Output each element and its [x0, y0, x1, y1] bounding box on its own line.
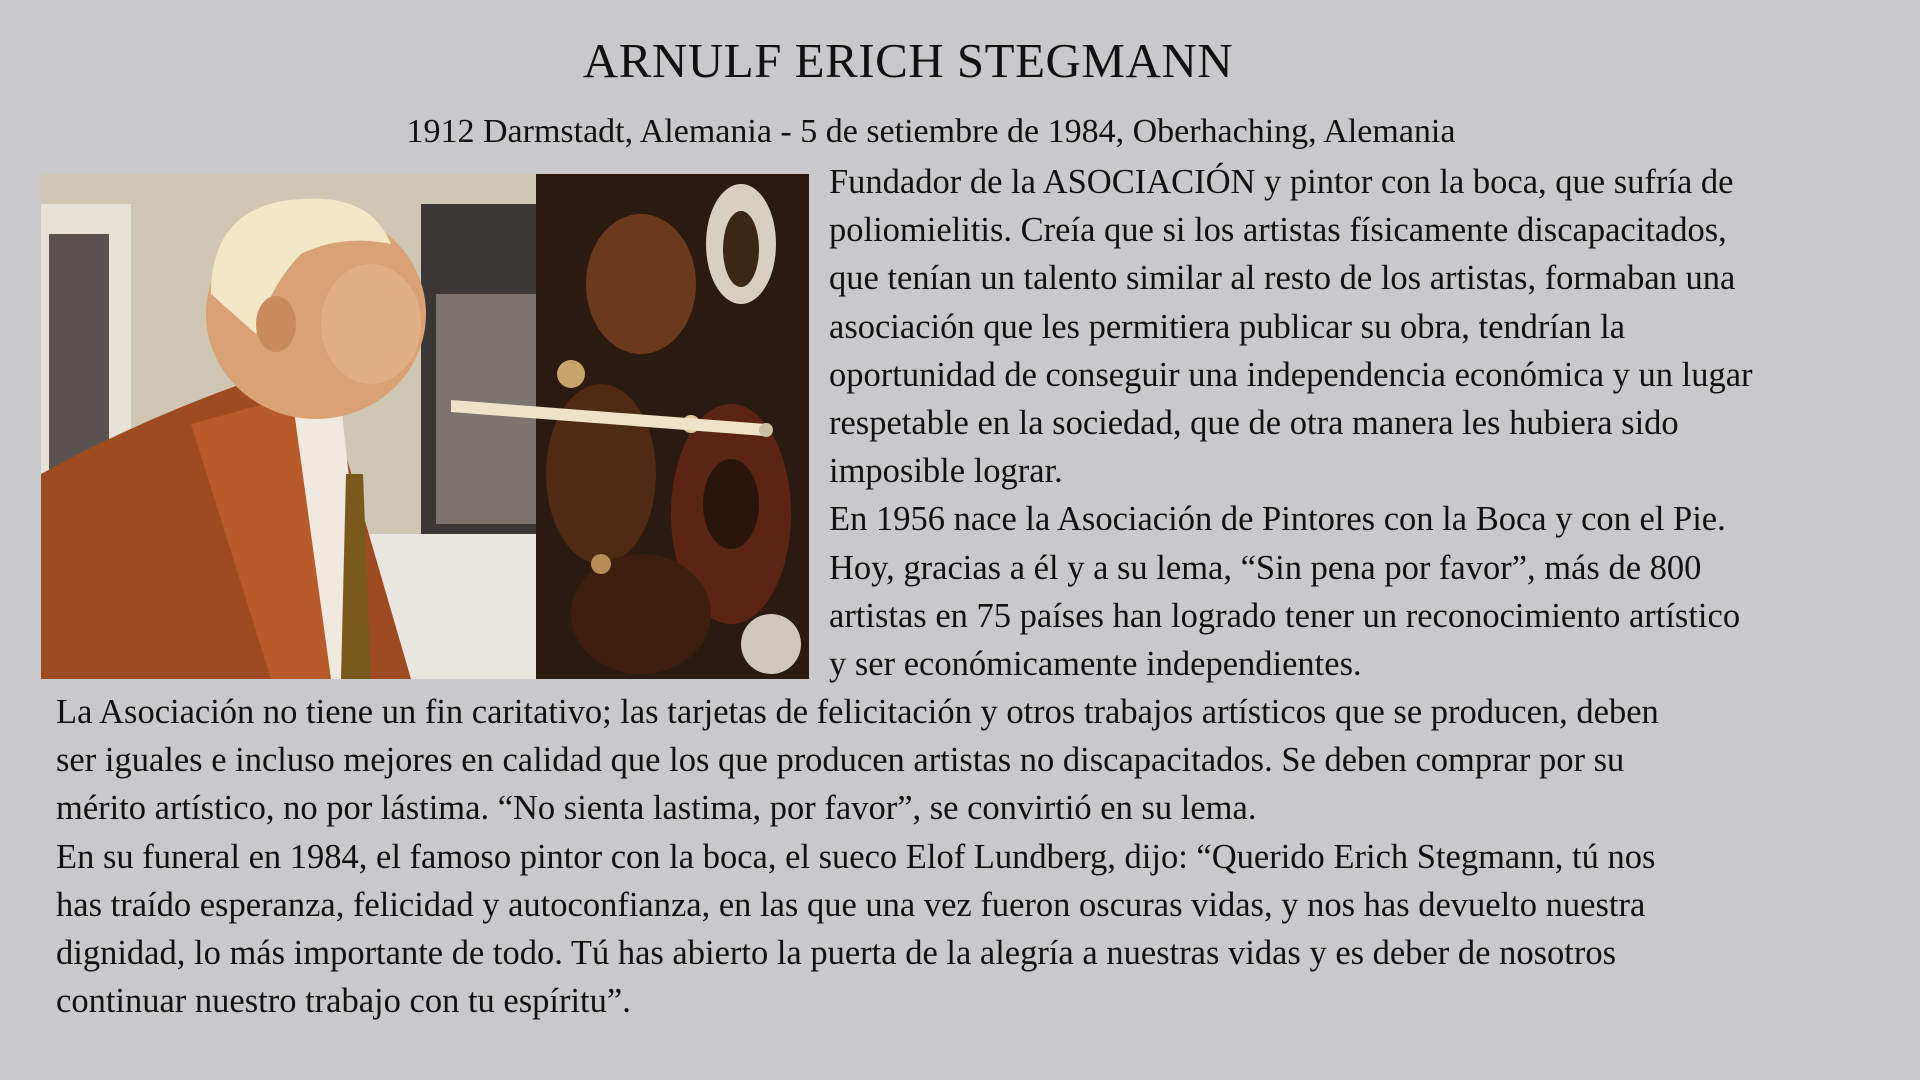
bottom-line: En su funeral en 1984, el famoso pintor con la boca, el sueco Elof Lundberg, dijo: “Querido Erich Stegmann, tú nos: [56, 837, 1656, 876]
side-line: oportunidad de conseguir una independencia económica y un lugar: [829, 355, 1753, 394]
biography-bottom-text: [56, 688, 1906, 1025]
bottom-line: dignidad, lo más importante de todo. Tú has abierto la puerta de la alegría a nuestras vidas y es deber de nosotros: [56, 934, 1617, 973]
bottom-line: has traído esperanza, felicidad y autoconfianza, en las que una vez fueron oscuras vidas, y nos has devuelto nuestra: [56, 885, 1646, 924]
page-title: ARNULF ERICH STEGMANN: [582, 33, 1234, 88]
bottom-line: mérito artístico, no por lástima. “No sienta lastima, por favor”, se convirtió en su lema.: [56, 789, 1257, 828]
side-line: poliomielitis. Creía que si los artistas físicamente discapacitados,: [829, 211, 1727, 250]
life-dates-subtitle: 1912 Darmstadt, Alemania - 5 de setiembre de 1984, Oberhaching, Alemania: [406, 113, 1456, 150]
side-line: asociación que les permitiera publicar su obra, tendrían la: [829, 307, 1626, 346]
side-line: Hoy, gracias a él y a su lema, “Sin pena por favor”, más de 800: [829, 548, 1702, 587]
side-line: y ser económicamente independientes.: [829, 645, 1362, 684]
bottom-line: ser iguales e incluso mejores en calidad que los que producen artistas no discapacitados. Se deben comprar por su: [56, 741, 1625, 780]
side-line: que tenían un talento similar al resto de los artistas, formaban una: [829, 259, 1736, 298]
biography-side-text: [829, 158, 1909, 688]
bottom-line: continuar nuestro trabajo con tu espíritu”.: [56, 982, 631, 1021]
side-line: respetable en la sociedad, que de otra manera les hubiera sido: [829, 404, 1679, 443]
bottom-line: La Asociación no tiene un fin caritativo; las tarjetas de felicitación y otros trabajos artísticos que se producen, deben: [56, 693, 1659, 731]
portrait-photo: [41, 174, 809, 679]
side-line: artistas en 75 países han logrado tener un reconocimiento artístico: [829, 596, 1741, 635]
side-line: imposible lograr.: [829, 452, 1063, 491]
side-line: En 1956 nace la Asociación de Pintores con la Boca y con el Pie.: [829, 500, 1726, 539]
side-line: Fundador de la ASOCIACIÓN y pintor con la boca, que sufría de: [829, 163, 1734, 201]
